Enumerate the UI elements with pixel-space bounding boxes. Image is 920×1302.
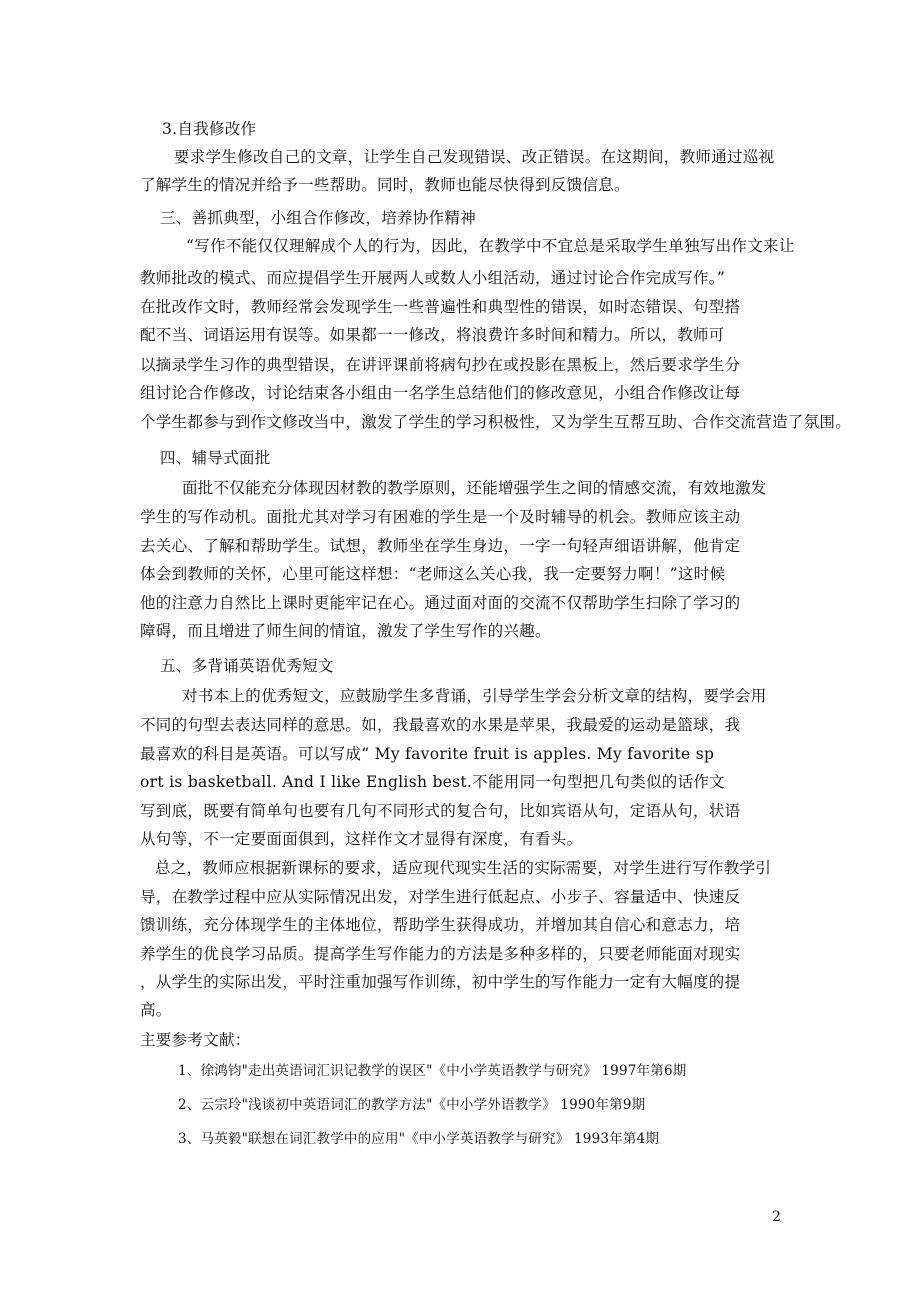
paragraph-line: 馈训练，充分体现学生的主体地位，帮助学生获得成功，并增加其自信心和意志力，培 bbox=[140, 916, 741, 934]
paragraph-line: 去关心、了解和帮助学生。试想，教师坐在学生身边，一字一句轻声细语讲解，他肯定 bbox=[140, 537, 741, 555]
references-heading: 主要参考文献： bbox=[140, 1031, 251, 1049]
paragraph-line: 养学生的优良学习品质。提高学生写作能力的方法是多种多样的，只要老师能面对现实 bbox=[140, 945, 741, 963]
paragraph-line: 写到底，既要有简单句也要有几句不同形式的复合句，比如宾语从句，定语从句，状语 bbox=[140, 802, 741, 820]
page-number: 2 bbox=[772, 1209, 781, 1225]
paragraph-line: 学生的写作动机。面批尤其对学习有困难的学生是一个及时辅导的机会。教师应该主动 bbox=[140, 508, 741, 526]
paragraph-line: 从句等，不一定要面面俱到，这样作文才显得有深度，有看头。 bbox=[140, 830, 583, 848]
paragraph-line: 最喜欢的科目是英语。可以写成“ My favorite fruit is apples. My favorite sp bbox=[140, 745, 715, 763]
paragraph-line: 不同的句型去表达同样的意思。如，我最喜欢的水果是苹果，我最爱的运动是篮球，我 bbox=[140, 716, 741, 734]
paragraph-line: 对书本上的优秀短文，应鼓励学生多背诵，引导学生学会分析文章的结构，要学会用 bbox=[182, 687, 767, 705]
paragraph-line: 他的注意力自然比上课时更能牢记在心。通过面对面的交流不仅帮助学生扫除了学习的 bbox=[140, 594, 741, 612]
paragraph-line: 个学生都参与到作文修改当中，激发了学生的学习积极性，又为学生互帮互助、合作交流营造了氛围。 bbox=[140, 413, 852, 431]
paragraph-line: 在批改作文时，教师经常会发现学生一些普遍性和典型性的错误，如时态错误、句型搭 bbox=[140, 298, 741, 316]
paragraph-line: 组讨论合作修改，讨论结束各小组由一名学生总结他们的修改意见，小组合作修改让每 bbox=[140, 384, 741, 402]
paragraph-line: 高。 bbox=[140, 1001, 172, 1019]
paragraph-line: 五、多背诵英语优秀短文 bbox=[160, 657, 334, 675]
paragraph-line: 3.自我修改作 bbox=[162, 120, 257, 138]
paragraph-line: 三、善抓典型，小组合作修改，培养协作精神 bbox=[160, 209, 477, 227]
paragraph-line: 障碍，而且增进了师生间的情谊，激发了学生写作的兴趣。 bbox=[140, 622, 551, 640]
reference-item: 2、云宗玲"浅谈初中英语词汇的教学方法"《中小学外语教学》 1990年第9期 bbox=[178, 1097, 646, 1113]
paragraph-line: ort is basketball. And I like English best.不能用同一句型把几句类似的话作文 bbox=[140, 773, 725, 791]
paragraph-line: ，从学生的实际出发，平时注重加强写作训练，初中学生的写作能力一定有大幅度的提 bbox=[140, 973, 741, 991]
paragraph-line: “写作不能仅仅理解成个人的行为，因此，在教学中不宜总是采取学生单独写出作文来让 bbox=[186, 237, 795, 255]
paragraph-line: 体会到教师的关怀，心里可能这样想：“老师这么关心我，我一定要努力啊！”这时候 bbox=[140, 565, 726, 583]
paragraph-line: 四、辅导式面批 bbox=[160, 449, 271, 467]
paragraph-line: 总之，教师应根据新课标的要求，适应现代现实生活的实际需要，对学生进行写作教学引 bbox=[155, 859, 772, 877]
paragraph-line: 配不当、词语运用有误等。如果都一一修改，将浪费许多时间和精力。所以，教师可 bbox=[140, 326, 725, 344]
paragraph-line: 面批不仅能充分体现因材教的教学原则，还能增强学生之间的情感交流，有效地激发 bbox=[182, 479, 767, 497]
paragraph-line: 要求学生修改自己的文章，让学生自己发现错误、改正错误。在这期间，教师通过巡视 bbox=[174, 148, 775, 166]
paragraph-line: 了解学生的情况并给予一些帮助。同时，教师也能尽快得到反馈信息。 bbox=[140, 176, 630, 194]
paragraph-line: 以摘录学生习作的典型错误，在讲评课前将病句抄在或投影在黑板上，然后要求学生分 bbox=[140, 356, 741, 374]
reference-item: 3、马英毅"联想在词汇教学中的应用"《中小学英语教学与研究》 1993年第4期 bbox=[178, 1131, 660, 1147]
reference-item: 1、徐鸿钧"走出英语词汇识记教学的误区"《中小学英语教学与研究》 1997年第6期 bbox=[178, 1063, 687, 1079]
paragraph-line: 导，在教学过程中应从实际情况出发，对学生进行低起点、小步子、容量适中、快速反 bbox=[140, 888, 741, 906]
paragraph-line: 教师批改的模式、而应提倡学生开展两人或数人小组活动，通过讨论合作完成写作。” bbox=[140, 269, 726, 287]
